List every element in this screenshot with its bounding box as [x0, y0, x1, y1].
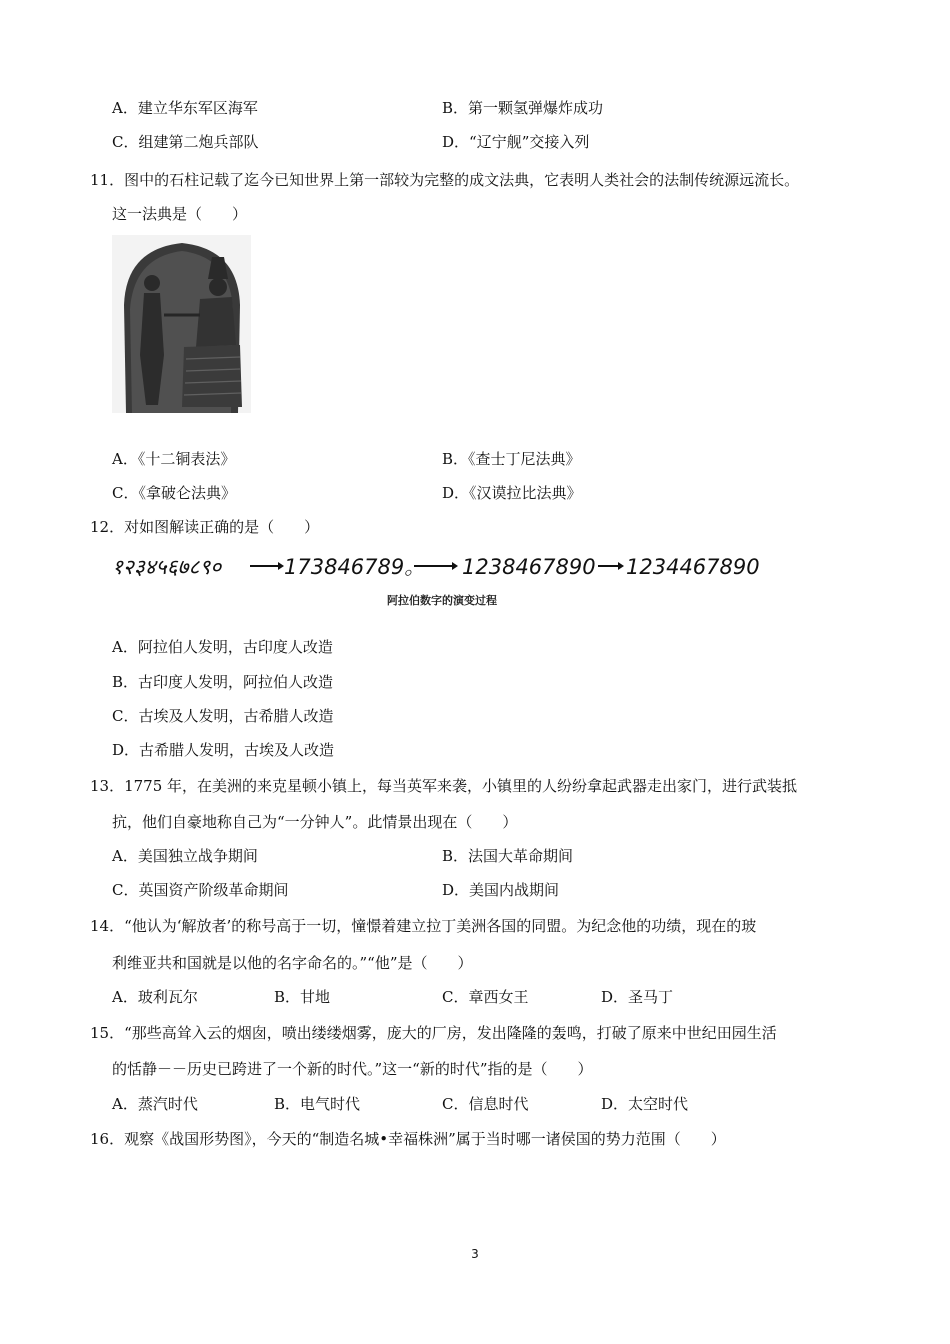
q13-option-c: C．英国资产阶级革命期间	[112, 881, 289, 899]
numeral-sequence-2: 173846789。	[284, 555, 426, 579]
q14-option-a: A．玻利瓦尔	[112, 988, 198, 1006]
q15-stem-line2: 的恬静－－历史已跨进了一个新的时代。”这一“新的时代”指的是（ ）	[112, 1060, 593, 1078]
q11-option-c: C．《拿破仑法典》	[112, 484, 236, 502]
numeral-sequence-4: 1234467890	[626, 555, 760, 579]
numeral-sequence-3: 1238467890	[462, 555, 596, 579]
q11-stem-line1: 11．图中的石柱记载了迄今已知世界上第一部较为完整的成文法典，它表明人类社会的法制传统源远流长。	[90, 171, 800, 189]
q12-option-d: D．古希腊人发明，古埃及人改造	[112, 741, 335, 759]
q15-stem-line1: 15．“那些高耸入云的烟囱，喷出缕缕烟雾，庞大的厂房，发出隆隆的轰鸣，打破了原来中世纪田园生活	[90, 1024, 777, 1042]
q11-option-b: B．《查士丁尼法典》	[442, 450, 581, 468]
numeral-sequence-1: १२३४५६७८९०	[112, 555, 222, 579]
q13-stem-line1: 13．1775 年，在美洲的来克星顿小镇上，每当英军来袭，小镇里的人纷纷拿起武器走出家门，进行武装抵	[90, 777, 798, 795]
q11-option-a: A．《十二铜表法》	[112, 450, 236, 468]
q13-option-a: A．美国独立战争期间	[112, 847, 258, 865]
q10-option-a: A．建立华东军区海军	[112, 99, 258, 117]
q14-option-d: D．圣马丁	[601, 988, 674, 1006]
q12-option-b: B．古印度人发明，阿拉伯人改造	[112, 673, 334, 691]
q15-option-a: A．蒸汽时代	[112, 1095, 198, 1113]
q13-option-b: B．法国大革命期间	[442, 847, 574, 865]
q14-option-c: C．章西女王	[442, 988, 529, 1006]
q11-stem-line2: 这一法典是（ ）	[112, 205, 248, 223]
q10-option-d: D．“辽宁舰”交接入列	[442, 133, 590, 151]
figure-caption: 阿拉伯数字的演变过程	[387, 594, 497, 607]
q15-option-d: D．太空时代	[601, 1095, 689, 1113]
q14-stem-line1: 14．“他认为‘解放者’的称号高于一切，憧憬着建立拉丁美洲各国的同盟。为纪念他的功绩，现在的玻	[90, 917, 757, 935]
q10-option-c: C．组建第二炮兵部队	[112, 133, 259, 151]
q16-stem: 16．观察《战国形势图》，今天的“制造名城•幸福株洲”属于当时哪一诸侯国的势力范围（ ）	[90, 1130, 726, 1148]
q14-option-b: B．甘地	[274, 988, 331, 1006]
hammurabi-stele-image	[112, 235, 251, 413]
q15-option-b: B．电气时代	[274, 1095, 361, 1113]
q12-stem: 12．对如图解读正确的是（ ）	[90, 518, 320, 536]
q12-option-a: A．阿拉伯人发明，古印度人改造	[112, 638, 333, 656]
arabic-numerals-evolution-figure	[112, 548, 782, 610]
q13-option-d: D．美国内战期间	[442, 881, 560, 899]
q15-option-c: C．信息时代	[442, 1095, 529, 1113]
q14-stem-line2: 利维亚共和国就是以他的名字命名的。”“他”是（ ）	[112, 954, 473, 972]
q13-stem-line2: 抗，他们自豪地称自己为“一分钟人”。此情景出现在（ ）	[112, 813, 518, 831]
q12-option-c: C．古埃及人发明，古希腊人改造	[112, 707, 334, 725]
q10-option-b: B．第一颗氢弹爆炸成功	[442, 99, 604, 117]
q11-option-d: D．《汉谟拉比法典》	[442, 484, 582, 502]
page-number: 3	[471, 1247, 479, 1261]
